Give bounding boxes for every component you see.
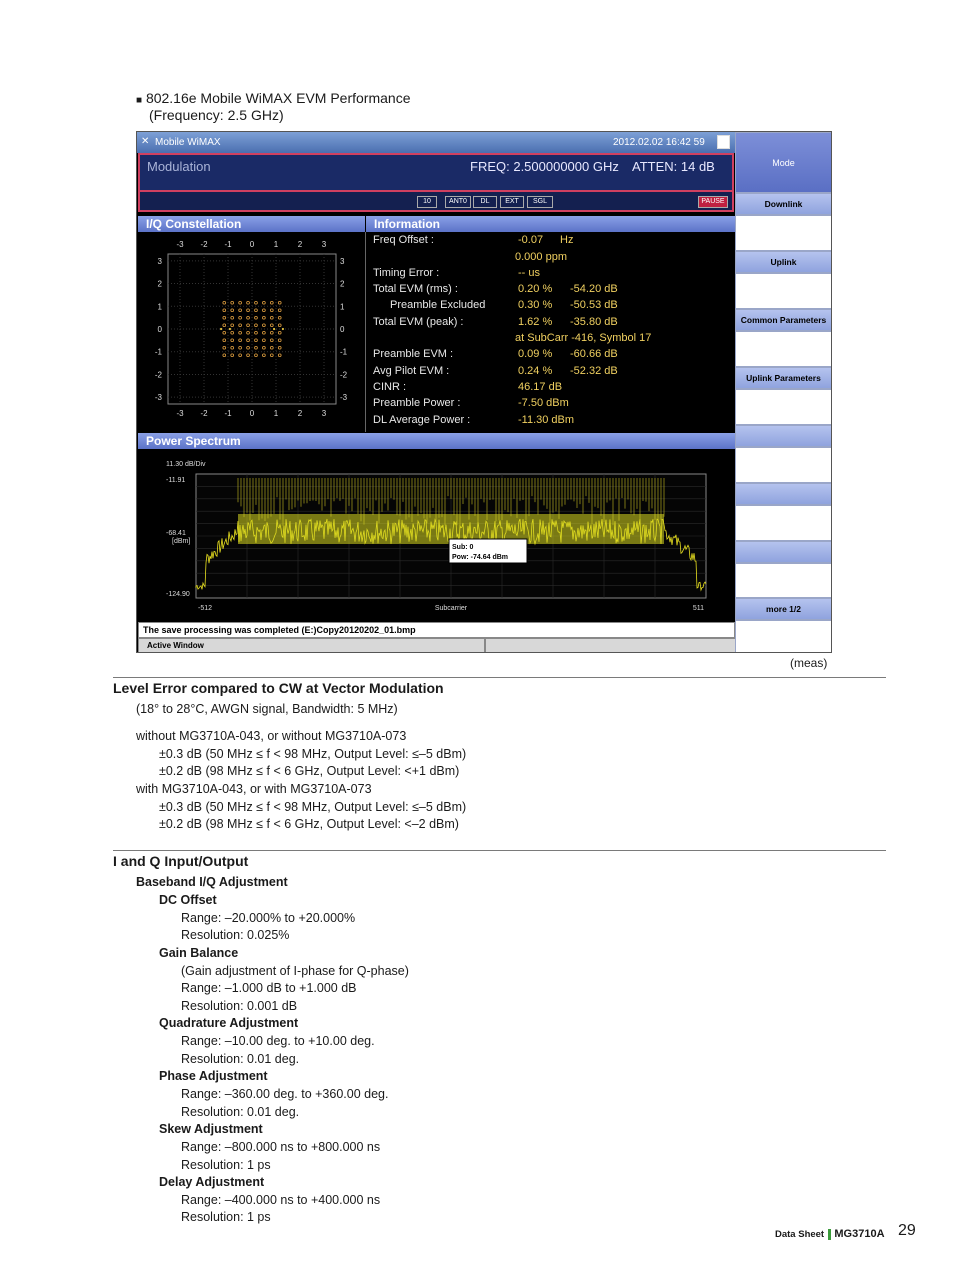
delay-resolution: Resolution: 1 ps bbox=[181, 1210, 271, 1224]
iq-point bbox=[239, 301, 242, 304]
iq-point bbox=[231, 324, 234, 327]
info-value: at SubCarr -416, Symbol 17 bbox=[515, 332, 652, 344]
iq-point bbox=[247, 354, 250, 357]
gain-balance-resolution: Resolution: 0.001 dB bbox=[181, 999, 298, 1013]
iq-ytick-right: 0 bbox=[340, 325, 345, 334]
info-value-2: Hz bbox=[560, 234, 574, 246]
info-value: 1.62 % bbox=[518, 316, 553, 328]
skew-resolution: Resolution: 1 ps bbox=[181, 1158, 271, 1172]
iq-constellation-plot bbox=[138, 232, 365, 432]
figure-note: (meas) bbox=[790, 656, 828, 670]
datetime: 2012.02.02 16:42 59 bbox=[613, 137, 705, 148]
btn-ant0[interactable]: ANT0 bbox=[445, 196, 471, 208]
iq-xtick-bottom: -2 bbox=[200, 409, 208, 418]
iq-xtick-top: -3 bbox=[176, 240, 184, 249]
iq-pilot-point bbox=[220, 328, 222, 330]
info-value-2: -60.66 dB bbox=[570, 348, 618, 360]
quadrature-resolution: Resolution: 0.01 deg. bbox=[181, 1052, 300, 1066]
s1-with-line2: ±0.2 dB (98 MHz ≤ f < 6 GHz, Output Level: <–2 dBm) bbox=[159, 817, 459, 831]
softkey-empty-3[interactable] bbox=[735, 541, 832, 563]
info-label: Freq Offset : bbox=[373, 234, 434, 246]
info-value: -0.07 bbox=[518, 234, 544, 246]
iq-point bbox=[239, 354, 242, 357]
iq-point bbox=[270, 316, 273, 319]
iq-xtick-top: 0 bbox=[249, 240, 255, 249]
iq-point bbox=[247, 339, 250, 342]
softkey-mode[interactable]: Mode bbox=[735, 132, 832, 193]
caption-line2: (Frequency: 2.5 GHz) bbox=[149, 107, 284, 123]
iq-point bbox=[231, 354, 234, 357]
softkey-empty-1[interactable] bbox=[735, 425, 832, 447]
measurement-header bbox=[138, 153, 734, 192]
iq-pilot-point bbox=[229, 328, 231, 330]
info-value: -- us bbox=[518, 267, 540, 279]
spec-x-right: 511 bbox=[692, 605, 704, 612]
s1-with: with MG3710A-043, or with MG3710A-073 bbox=[136, 782, 372, 796]
iq-point bbox=[239, 309, 242, 312]
iq-ytick-right: -2 bbox=[340, 370, 348, 380]
caption-line1: 802.16e Mobile WiMAX EVM Performance bbox=[145, 90, 411, 106]
iq-point bbox=[231, 339, 234, 342]
iq-ytick-right: 3 bbox=[340, 256, 345, 266]
info-value: -11.30 dBm bbox=[518, 414, 575, 426]
iq-xtick-top: 3 bbox=[321, 240, 327, 249]
iq-point bbox=[270, 324, 273, 327]
softkey-downlink[interactable]: Downlink bbox=[735, 193, 832, 215]
footer-model: MG3710A bbox=[834, 1228, 885, 1240]
info-value: 0.30 % bbox=[518, 299, 553, 311]
iq-point bbox=[247, 324, 250, 327]
iq-ytick-right: 2 bbox=[340, 279, 345, 289]
iq-ytick-left: -3 bbox=[154, 393, 162, 403]
iq-point bbox=[278, 331, 281, 334]
iq-point bbox=[247, 346, 250, 349]
info-label: Total EVM (peak) : bbox=[373, 316, 464, 328]
softkey-blank-6[interactable] bbox=[735, 505, 832, 541]
status-message: The save processing was completed (E:)Copy20120202_01.bmp bbox=[138, 622, 735, 638]
iq-point bbox=[278, 354, 281, 357]
iq-point bbox=[262, 301, 265, 304]
iq-point bbox=[255, 346, 258, 349]
s1-without: without MG3710A-043, or without MG3710A-073 bbox=[136, 729, 407, 743]
iq-xtick-bottom: 1 bbox=[273, 409, 279, 418]
iq-point bbox=[231, 346, 234, 349]
iq-point bbox=[231, 316, 234, 319]
info-value: 0.24 % bbox=[518, 365, 553, 377]
section-divider-1 bbox=[113, 677, 886, 678]
freq-readout: FREQ: 2.500000000 GHz bbox=[470, 159, 619, 174]
s2-subheading: Baseband I/Q Adjustment bbox=[136, 875, 288, 889]
iq-point bbox=[262, 309, 265, 312]
status-strip bbox=[138, 192, 734, 212]
footer bbox=[775, 1228, 885, 1240]
softkey-blank-5[interactable] bbox=[735, 447, 832, 483]
iq-pilot-point bbox=[282, 328, 284, 330]
iq-point bbox=[262, 316, 265, 319]
iq-xtick-bottom: -1 bbox=[224, 409, 232, 418]
iq-point bbox=[278, 301, 281, 304]
iq-point bbox=[270, 339, 273, 342]
dc-offset-title: DC Offset bbox=[159, 893, 217, 907]
iq-point bbox=[270, 346, 273, 349]
iq-point bbox=[223, 339, 226, 342]
gain-balance-range: Range: –1.000 dB to +1.000 dB bbox=[181, 981, 357, 995]
spec-marker-sub: Sub: 0 bbox=[452, 544, 474, 551]
info-label: DL Average Power : bbox=[373, 414, 471, 426]
delay-range: Range: –400.000 ns to +400.000 ns bbox=[181, 1193, 381, 1207]
info-panel bbox=[366, 232, 735, 432]
pause-badge: PAUSE bbox=[698, 196, 728, 208]
app-logo-icon: ✕ bbox=[141, 136, 150, 147]
btn-10[interactable]: 10 bbox=[417, 196, 437, 208]
window-titlebar bbox=[137, 132, 735, 153]
dc-offset-range: Range: –20.000% to +20.000% bbox=[181, 911, 356, 925]
iq-point bbox=[270, 331, 273, 334]
softkey-blank-1[interactable] bbox=[735, 215, 832, 251]
iq-xtick-bottom: 2 bbox=[297, 409, 303, 418]
softkey-uplink[interactable]: Uplink bbox=[735, 251, 832, 273]
iq-point bbox=[247, 331, 250, 334]
softkey-blank-3[interactable] bbox=[735, 331, 832, 367]
iq-ytick-left: -2 bbox=[154, 370, 162, 380]
spec-marker-pow: Pow: -74.64 dBm bbox=[452, 554, 509, 561]
section-heading-iq: I and Q Input/Output bbox=[113, 853, 249, 869]
page-number: 29 bbox=[898, 1222, 916, 1239]
iq-point bbox=[239, 331, 242, 334]
spec-unit-label: [dBm] bbox=[172, 538, 191, 545]
info-label: Total EVM (rms) : bbox=[373, 283, 458, 295]
iq-point bbox=[223, 354, 226, 357]
iq-xtick-bottom: 0 bbox=[249, 409, 255, 418]
iq-xtick-bottom: -3 bbox=[176, 409, 184, 418]
iq-point bbox=[262, 346, 265, 349]
iq-point bbox=[223, 331, 226, 334]
info-value-2: -54.20 dB bbox=[570, 283, 618, 295]
spec-top-label: -11.91 bbox=[166, 477, 186, 484]
btn-dl[interactable]: DL bbox=[473, 196, 497, 208]
iq-point bbox=[278, 316, 281, 319]
btn-ext[interactable]: EXT bbox=[500, 196, 524, 208]
iq-point bbox=[223, 324, 226, 327]
info-value-2: -52.32 dB bbox=[570, 365, 618, 377]
iq-ytick-left: 3 bbox=[157, 256, 162, 266]
iq-point bbox=[239, 324, 242, 327]
iq-point bbox=[255, 301, 258, 304]
spec-bottom-label: -124.90 bbox=[166, 591, 190, 598]
iq-point bbox=[278, 346, 281, 349]
iq-ytick-right: -1 bbox=[340, 347, 348, 357]
iq-point bbox=[278, 309, 281, 312]
quadrature-range: Range: –10.00 deg. to +10.00 deg. bbox=[181, 1034, 375, 1048]
iq-point bbox=[239, 339, 242, 342]
info-value: 0.20 % bbox=[518, 283, 553, 295]
info-value: 0.000 ppm bbox=[515, 251, 567, 263]
iq-ytick-left: 1 bbox=[157, 302, 162, 312]
phase-range: Range: –360.00 deg. to +360.00 deg. bbox=[181, 1087, 389, 1101]
section-heading-level-error: Level Error compared to CW at Vector Modulation bbox=[113, 680, 444, 696]
iq-point bbox=[239, 346, 242, 349]
iq-point bbox=[239, 316, 242, 319]
s1-without-line1: ±0.3 dB (50 MHz ≤ f < 98 MHz, Output Level: ≤–5 dBm) bbox=[159, 747, 467, 761]
softkey-blank-4[interactable] bbox=[735, 389, 832, 425]
spec-x-center: Subcarrier bbox=[434, 605, 468, 612]
iq-ytick-right: 1 bbox=[340, 302, 345, 312]
iq-point bbox=[270, 301, 273, 304]
info-value-2: -35.80 dB bbox=[570, 316, 618, 328]
phase-resolution: Resolution: 0.01 deg. bbox=[181, 1105, 300, 1119]
spec-div-label: 11.30 dB/Div bbox=[166, 461, 206, 468]
s1-conditions: (18° to 28°C, AWGN signal, Bandwidth: 5 MHz) bbox=[136, 702, 398, 716]
info-value-2: -50.53 dB bbox=[570, 299, 618, 311]
instrument-screenshot bbox=[136, 131, 832, 653]
iq-xtick-top: -1 bbox=[224, 240, 232, 249]
skew-title: Skew Adjustment bbox=[159, 1122, 263, 1136]
iq-point bbox=[270, 354, 273, 357]
iq-pilot-point bbox=[273, 328, 275, 330]
softkey-blank-2[interactable] bbox=[735, 273, 832, 309]
info-label: Avg Pilot EVM : bbox=[373, 365, 450, 377]
info-value: 0.09 % bbox=[518, 348, 553, 360]
iq-point bbox=[255, 324, 258, 327]
iq-point bbox=[255, 354, 258, 357]
spec-mid-label: -68.41 bbox=[166, 530, 186, 537]
skew-range: Range: –800.000 ns to +800.000 ns bbox=[181, 1140, 381, 1154]
spec-x-left: -512 bbox=[198, 605, 213, 612]
softkey-blank-7[interactable] bbox=[735, 563, 832, 598]
square-bullet-icon: ■ bbox=[136, 95, 143, 106]
footer-label: Data Sheet bbox=[775, 1229, 825, 1240]
iq-point bbox=[278, 339, 281, 342]
phase-title: Phase Adjustment bbox=[159, 1069, 268, 1083]
s1-without-line2: ±0.2 dB (98 MHz ≤ f < 6 GHz, Output Level: <+1 dBm) bbox=[159, 764, 460, 778]
atten-readout: ATTEN: 14 dB bbox=[632, 159, 715, 174]
info-value: 46.17 dB bbox=[518, 381, 563, 393]
iq-point bbox=[255, 316, 258, 319]
app-title: Mobile WiMAX bbox=[155, 137, 221, 148]
softkey-blank-8[interactable] bbox=[735, 620, 832, 653]
iq-point bbox=[223, 309, 226, 312]
iq-ytick-left: -1 bbox=[154, 347, 162, 357]
gain-balance-title: Gain Balance bbox=[159, 946, 239, 960]
iq-point bbox=[247, 316, 250, 319]
spectrum-panel-title: Power Spectrum bbox=[138, 433, 735, 449]
info-panel-title: Information bbox=[366, 216, 735, 232]
iq-ytick-right: -3 bbox=[340, 393, 348, 403]
iq-point bbox=[278, 324, 281, 327]
footer-accent-bar bbox=[828, 1229, 831, 1240]
iq-point bbox=[262, 339, 265, 342]
delay-title: Delay Adjustment bbox=[159, 1175, 265, 1189]
iq-point bbox=[223, 301, 226, 304]
iq-point bbox=[247, 301, 250, 304]
info-label: Preamble Power : bbox=[373, 397, 461, 409]
s1-with-line1: ±0.3 dB (50 MHz ≤ f < 98 MHz, Output Level: ≤–5 dBm) bbox=[159, 800, 467, 814]
iq-point bbox=[255, 339, 258, 342]
iq-point bbox=[223, 346, 226, 349]
section-divider-2 bbox=[113, 850, 886, 851]
iq-point bbox=[262, 354, 265, 357]
info-label: Preamble Excluded bbox=[390, 299, 486, 311]
softkey-uplink-params[interactable]: Uplink Parameters bbox=[735, 367, 832, 389]
iq-ytick-left: 2 bbox=[157, 279, 162, 289]
info-value: -7.50 dBm bbox=[518, 397, 569, 409]
softkey-more[interactable]: more 1/2 bbox=[735, 598, 832, 620]
btn-sgl[interactable]: SGL bbox=[527, 196, 553, 208]
iq-xtick-bottom: 3 bbox=[321, 409, 327, 418]
iq-point bbox=[255, 331, 258, 334]
save-icon[interactable] bbox=[717, 135, 730, 149]
iq-point bbox=[247, 309, 250, 312]
info-label: Preamble EVM : bbox=[373, 348, 454, 360]
iq-point bbox=[262, 331, 265, 334]
info-label: CINR : bbox=[373, 381, 406, 393]
iq-point bbox=[231, 309, 234, 312]
dc-offset-resolution: Resolution: 0.025% bbox=[181, 928, 290, 942]
iq-point bbox=[262, 324, 265, 327]
power-spectrum-plot bbox=[138, 450, 735, 622]
active-window-label: Active Window bbox=[138, 638, 485, 653]
softkey-empty-2[interactable] bbox=[735, 483, 832, 505]
iq-point bbox=[255, 309, 258, 312]
iq-point bbox=[270, 309, 273, 312]
iq-xtick-top: 2 bbox=[297, 240, 303, 249]
iq-point bbox=[231, 301, 234, 304]
iq-xtick-top: 1 bbox=[273, 240, 279, 249]
iq-panel-title: I/Q Constellation bbox=[138, 216, 365, 232]
iq-xtick-top: -2 bbox=[200, 240, 208, 249]
softkey-common-params[interactable]: Common Parameters bbox=[735, 309, 832, 331]
iq-ytick-left: 0 bbox=[157, 325, 162, 334]
quadrature-title: Quadrature Adjustment bbox=[159, 1016, 299, 1030]
mode-label: Modulation bbox=[147, 159, 211, 174]
info-label: Timing Error : bbox=[373, 267, 440, 279]
iq-point bbox=[223, 316, 226, 319]
iq-point bbox=[231, 331, 234, 334]
gain-balance-note: (Gain adjustment of I-phase for Q-phase) bbox=[181, 964, 409, 978]
